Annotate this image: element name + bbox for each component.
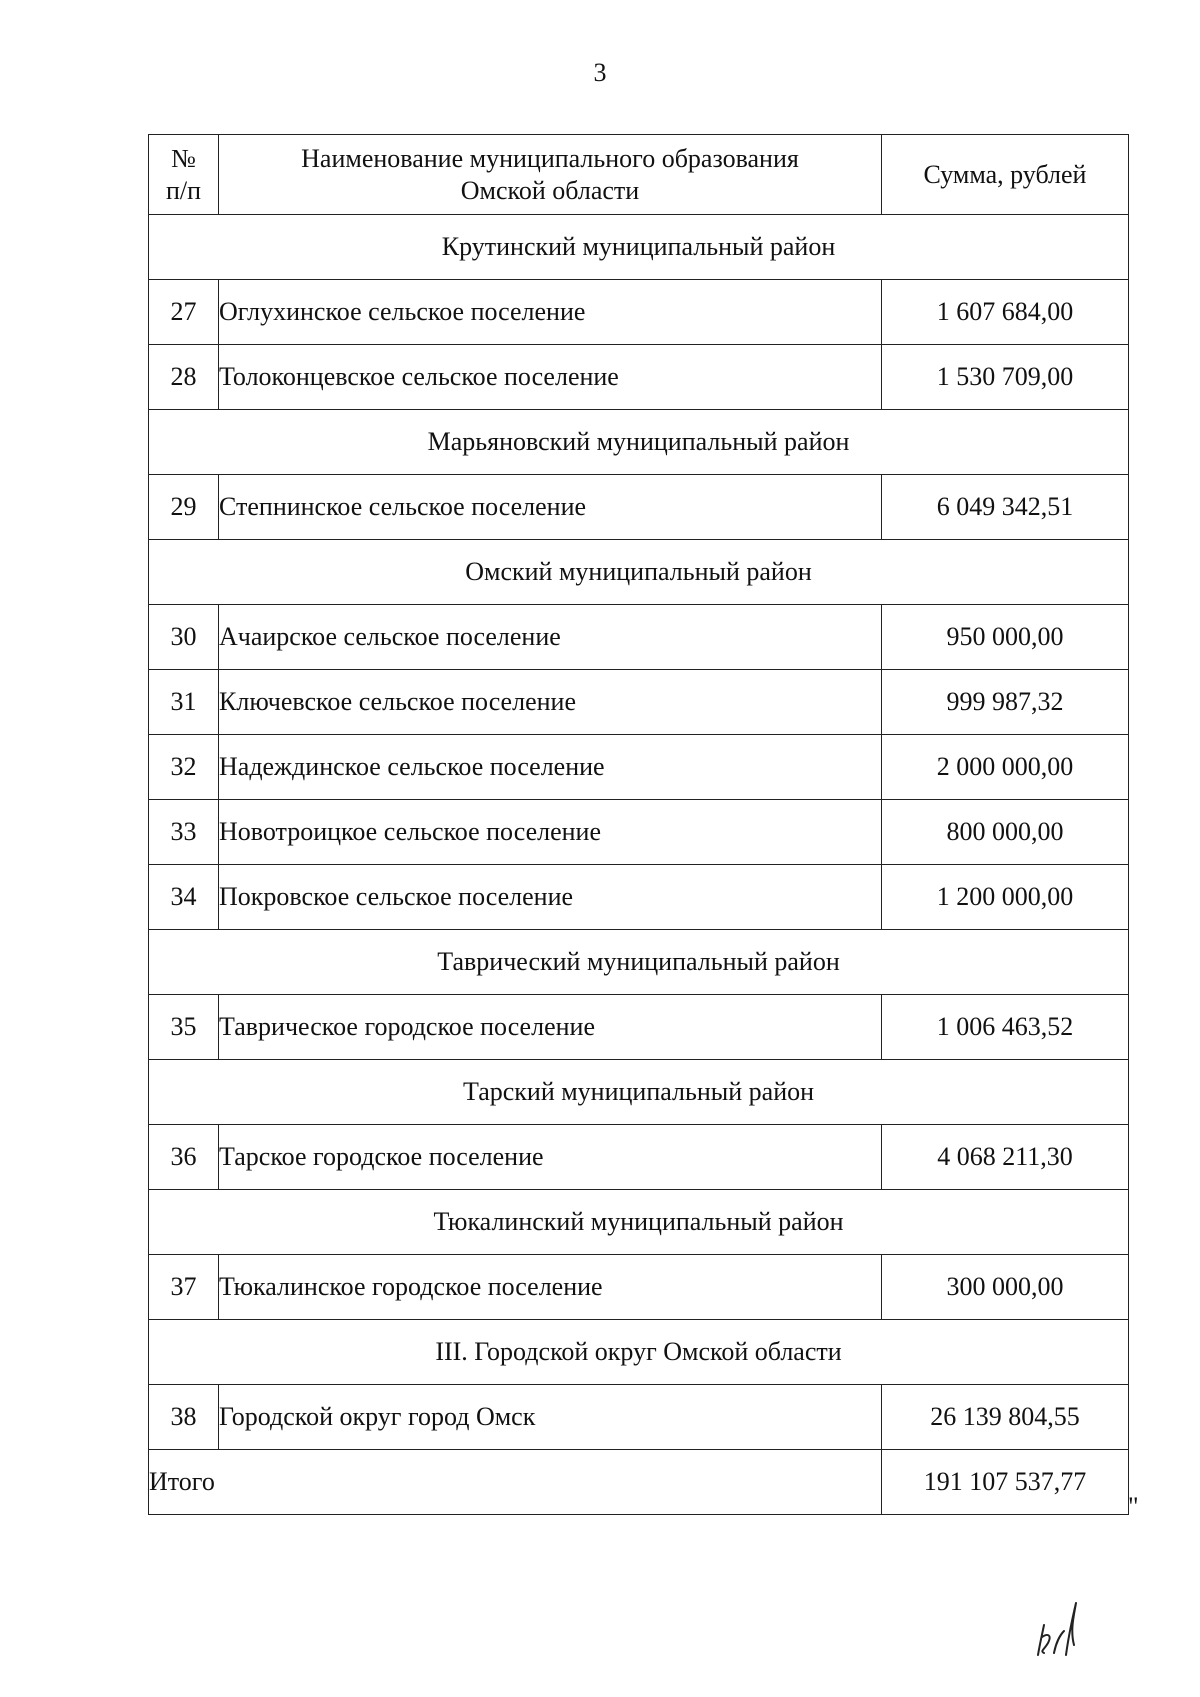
table-row <box>149 605 1129 670</box>
row-amount: 800 000,00 <box>882 800 1129 865</box>
row-name: Покровское сельское поселение <box>219 865 882 930</box>
header-amount <box>882 135 1129 215</box>
row-amount: 950 000,00 <box>882 605 1129 670</box>
row-name: Тарское городское поселение <box>219 1125 882 1190</box>
table-row <box>149 1125 1129 1190</box>
table-row <box>149 1255 1129 1320</box>
row-name: Ачаирское сельское поселение <box>219 605 882 670</box>
header-name-text: Наименование муниципального образования Омской области <box>301 143 799 205</box>
row-number: 34 <box>149 865 219 930</box>
total-label: Итого <box>149 1450 882 1515</box>
table-row <box>149 475 1129 540</box>
row-amount: 26 139 804,55 <box>882 1385 1129 1450</box>
row-number: 38 <box>149 1385 219 1450</box>
row-amount: 6 049 342,51 <box>882 475 1129 540</box>
total-row <box>149 1450 1129 1515</box>
section-title: Тарский муниципальный район <box>149 1060 1129 1125</box>
table-row <box>149 280 1129 345</box>
row-number: 35 <box>149 995 219 1060</box>
row-name: Таврическое городское поселение <box>219 995 882 1060</box>
row-number: 30 <box>149 605 219 670</box>
row-name: Надеждинское сельское поселение <box>219 735 882 800</box>
table-header-row <box>149 135 1129 215</box>
total-amount: 191 107 537,77 <box>882 1450 1129 1515</box>
row-number: 31 <box>149 670 219 735</box>
section-title: III. Городской округ Омской области <box>149 1320 1129 1385</box>
header-amount-text: Сумма, рублей <box>923 159 1087 189</box>
header-num-text: № п/п <box>165 143 202 205</box>
closing-quote: " <box>1128 1492 1139 1521</box>
row-amount: 2 000 000,00 <box>882 735 1129 800</box>
row-number: 28 <box>149 345 219 410</box>
row-name: Городской округ город Омск <box>219 1385 882 1450</box>
section-row <box>149 540 1129 605</box>
row-amount: 300 000,00 <box>882 1255 1129 1320</box>
row-name: Тюкалинское городское поселение <box>219 1255 882 1320</box>
row-number: 32 <box>149 735 219 800</box>
section-title: Крутинский муниципальный район <box>149 215 1129 280</box>
row-name: Степнинское сельское поселение <box>219 475 882 540</box>
section-row <box>149 1320 1129 1385</box>
table-row <box>149 995 1129 1060</box>
row-number: 33 <box>149 800 219 865</box>
section-title: Тюкалинский муниципальный район <box>149 1190 1129 1255</box>
section-row <box>149 1190 1129 1255</box>
header-name <box>219 135 882 215</box>
row-number: 29 <box>149 475 219 540</box>
table-row <box>149 345 1129 410</box>
table-row <box>149 1385 1129 1450</box>
row-amount: 4 068 211,30 <box>882 1125 1129 1190</box>
section-row <box>149 215 1129 280</box>
table-row <box>149 800 1129 865</box>
section-title: Омский муниципальный район <box>149 540 1129 605</box>
row-number: 37 <box>149 1255 219 1320</box>
section-title: Таврический муниципальный район <box>149 930 1129 995</box>
row-amount: 1 607 684,00 <box>882 280 1129 345</box>
row-number: 36 <box>149 1125 219 1190</box>
table-row <box>149 865 1129 930</box>
table-body <box>149 215 1129 1450</box>
row-amount: 1 006 463,52 <box>882 995 1129 1060</box>
row-amount: 999 987,32 <box>882 670 1129 735</box>
section-row <box>149 1060 1129 1125</box>
section-row <box>149 930 1129 995</box>
header-num <box>149 135 219 215</box>
row-name: Оглухинское сельское поселение <box>219 280 882 345</box>
section-title: Марьяновский муниципальный район <box>149 410 1129 475</box>
table-row <box>149 670 1129 735</box>
row-amount: 1 530 709,00 <box>882 345 1129 410</box>
page-number: 3 <box>593 58 607 87</box>
row-name: Новотроицкое сельское поселение <box>219 800 882 865</box>
row-name: Ключевское сельское поселение <box>219 670 882 735</box>
allocation-table <box>148 134 1129 1515</box>
row-name: Толоконцевское сельское поселение <box>219 345 882 410</box>
row-amount: 1 200 000,00 <box>882 865 1129 930</box>
handwritten-signature <box>1030 1595 1090 1665</box>
row-number: 27 <box>149 280 219 345</box>
table-row <box>149 735 1129 800</box>
section-row <box>149 410 1129 475</box>
